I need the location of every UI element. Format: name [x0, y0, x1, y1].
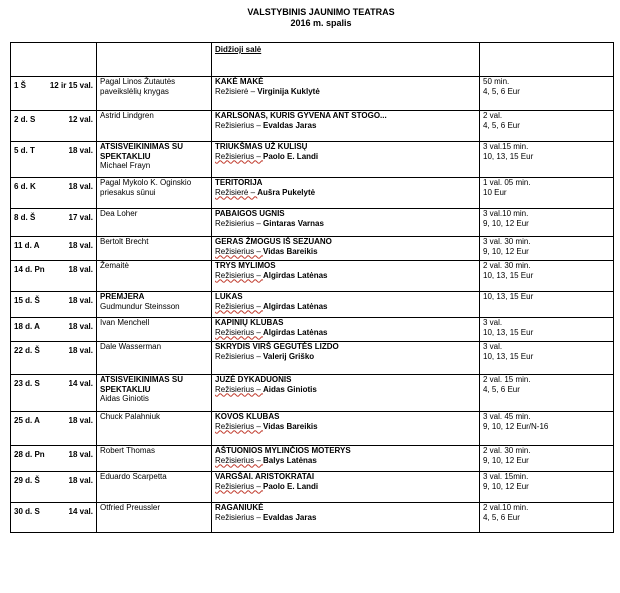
time-label: 17 val.	[68, 213, 93, 222]
director-name: Virginija Kuklytė	[257, 86, 320, 96]
play-title: SKRYDIS VIRŠ GEGUTĖS LIZDO	[215, 342, 339, 351]
time-label: 18 val.	[68, 241, 93, 250]
director-name: Aidas Giniotis	[263, 384, 317, 394]
info-line: 10, 13, 15 Eur	[483, 151, 534, 161]
author-line: Otfried Preussler	[100, 503, 161, 512]
director-label: Režisierius –	[215, 270, 264, 280]
director-line	[215, 152, 476, 162]
info-line: 2 val.	[483, 111, 503, 120]
document-title	[0, 7, 620, 29]
time-label: 14 val.	[68, 507, 93, 516]
day-label: 2 d. S	[14, 115, 36, 124]
time-label: 18 val.	[68, 296, 93, 305]
day-label: 30 d. S	[14, 507, 40, 516]
director-name: Valerij Griško	[263, 351, 315, 361]
date-cell	[11, 292, 97, 318]
info-cell	[480, 375, 614, 412]
time-label: 14 val.	[68, 379, 93, 388]
author-line: priesakus sūnui	[100, 187, 156, 197]
play-cell	[212, 375, 480, 412]
day-label: 15 d. Š	[14, 296, 40, 305]
play-cell	[212, 292, 480, 318]
day-label: 23 d. S	[14, 379, 40, 388]
info-line: 9, 10, 12 Eur	[483, 246, 529, 256]
director-label: Režisierius –	[215, 327, 264, 337]
author-line: Astrid Lindgren	[100, 111, 154, 120]
author-line: Aidas Giniotis	[100, 394, 149, 403]
director-label: Režisierius –	[215, 421, 264, 431]
schedule-table	[10, 42, 614, 533]
info-line: 3 val.15 min.	[483, 142, 529, 151]
play-cell	[212, 446, 480, 472]
author-cell	[97, 77, 212, 111]
date-cell	[11, 237, 97, 261]
author-cell	[97, 375, 212, 412]
month-label: 2016 m. spalis	[290, 18, 352, 28]
play-title: TRIUKŠMAS UŽ KULISŲ	[215, 142, 308, 151]
author-line: ATSISVEIKINIMAS SU	[100, 142, 183, 151]
play-cell	[212, 209, 480, 237]
date-cell	[11, 209, 97, 237]
info-line: 1 val. 05 min.	[483, 178, 531, 187]
author-line: Chuck Palahniuk	[100, 412, 161, 421]
info-line: 9, 10, 12 Eur	[483, 455, 529, 465]
director-line	[215, 385, 476, 395]
time-label: 18 val.	[68, 450, 93, 459]
info-line: 3 val. 45 min.	[483, 412, 531, 421]
info-line: 10 Eur	[483, 187, 507, 197]
info-line: 3 val.	[483, 318, 503, 327]
author-cell	[97, 261, 212, 292]
play-cell	[212, 342, 480, 375]
director-name: Balys Latėnas	[263, 455, 317, 465]
day-label: 8 d. Š	[14, 213, 36, 222]
info-line: 10, 13, 15 Eur	[483, 351, 534, 361]
info-line: 3 val. 30 min.	[483, 237, 531, 246]
info-line: 9, 10, 12 Eur	[483, 481, 529, 491]
info-cell	[480, 342, 614, 375]
info-line: 3 val.	[483, 342, 503, 351]
play-title: LUKAS	[215, 292, 243, 301]
table-row	[11, 446, 614, 472]
info-cell	[480, 142, 614, 178]
author-cell	[97, 503, 212, 533]
time-label: 18 val.	[68, 476, 93, 485]
info-line: 9, 10, 12 Eur/N-16	[483, 421, 549, 431]
play-cell	[212, 77, 480, 111]
table-row	[11, 503, 614, 533]
header-cell-date	[11, 43, 97, 77]
author-line: Michael Frayn	[100, 161, 151, 170]
play-cell	[212, 503, 480, 533]
director-name: Vidas Bareikis	[263, 246, 318, 256]
info-cell	[480, 209, 614, 237]
author-cell	[97, 472, 212, 503]
theatre-name: VALSTYBINIS JAUNIMO TEATRAS	[247, 7, 395, 17]
info-line: 9, 10, 12 Eur	[483, 218, 529, 228]
day-label: 18 d. A	[14, 322, 40, 331]
author-line: SPEKTAKLIU	[100, 151, 151, 161]
director-label: Režisierius –	[215, 151, 264, 161]
director-line	[215, 121, 476, 131]
time-label: 18 val.	[68, 322, 93, 331]
author-line: Eduardo Scarpetta	[100, 472, 167, 481]
author-line: Dea Loher	[100, 209, 138, 218]
day-label: 28 d. Pn	[14, 450, 45, 459]
director-label: Režisierius –	[215, 481, 264, 491]
info-cell	[480, 503, 614, 533]
time-label: 18 val.	[68, 182, 93, 191]
director-line	[215, 456, 476, 466]
table-row	[11, 412, 614, 446]
director-label: Režisierius –	[215, 351, 264, 361]
info-line: 2 val. 15 min.	[483, 375, 531, 384]
table-row	[11, 178, 614, 209]
author-line: Žemaitė	[100, 261, 129, 270]
info-cell	[480, 237, 614, 261]
author-line: paveikslėlių knygas	[100, 86, 169, 96]
info-cell	[480, 292, 614, 318]
info-line: 2 val.10 min.	[483, 503, 529, 512]
play-title: PABAIGOS UGNIS	[215, 209, 285, 218]
director-name: Evaldas Jaras	[263, 120, 317, 130]
info-cell	[480, 318, 614, 342]
day-label: 5 d. T	[14, 146, 35, 155]
info-line: 3 val.10 min.	[483, 209, 529, 218]
info-cell	[480, 77, 614, 111]
hall-title: Didžioji salė	[212, 43, 480, 77]
info-line: 4, 5, 6 Eur	[483, 86, 520, 96]
author-cell	[97, 237, 212, 261]
info-cell	[480, 178, 614, 209]
director-label: Režisierius –	[215, 301, 264, 311]
director-name: Evaldas Jaras	[263, 512, 317, 522]
play-title: KAPINIŲ KLUBAS	[215, 318, 284, 327]
header-row	[11, 43, 614, 77]
info-cell	[480, 111, 614, 142]
author-cell	[97, 318, 212, 342]
author-line: Pagal Mykolo K. Oginskio	[100, 178, 192, 187]
author-line: SPEKTAKLIU	[100, 384, 151, 394]
author-cell	[97, 111, 212, 142]
date-cell	[11, 142, 97, 178]
day-label: 25 d. A	[14, 416, 40, 425]
director-name: Vidas Bareikis	[263, 421, 318, 431]
table-row	[11, 261, 614, 292]
play-title: AŠTUONIOS MYLINČIOS MOTERYS	[215, 446, 351, 455]
day-label: 11 d. A	[14, 241, 40, 250]
director-label: Režisierius –	[215, 218, 264, 228]
play-title: KAKĖ MAKĖ	[215, 77, 264, 86]
time-label: 12 ir 15 val.	[49, 81, 93, 90]
date-cell	[11, 472, 97, 503]
director-name: Gintaras Varnas	[263, 218, 324, 228]
day-label: 22 d. Š	[14, 346, 40, 355]
info-line: 50 min.	[483, 77, 510, 86]
info-cell	[480, 412, 614, 446]
director-line	[215, 87, 476, 97]
time-label: 18 val.	[68, 346, 93, 355]
day-label: 14 d. Pn	[14, 265, 45, 274]
info-line: 10, 13, 15 Eur	[483, 327, 534, 337]
play-cell	[212, 178, 480, 209]
director-label: Režisierė –	[215, 187, 258, 197]
author-line: Robert Thomas	[100, 446, 155, 455]
director-name: Algirdas Latėnas	[263, 270, 328, 280]
director-line	[215, 271, 476, 281]
play-title: VARGŠAI. ARISTOKRATAI	[215, 472, 315, 481]
director-name: Aušra Pukelytė	[257, 187, 316, 197]
author-line: Bertolt Brecht	[100, 237, 149, 246]
director-line	[215, 328, 476, 338]
author-line: PREMJERA	[100, 292, 145, 301]
date-cell	[11, 412, 97, 446]
director-name: Paolo E. Landi	[263, 481, 319, 491]
director-name: Paolo E. Landi	[263, 151, 319, 161]
author-cell	[97, 412, 212, 446]
director-line	[215, 188, 476, 198]
director-label: Režisierė –	[215, 86, 258, 96]
play-cell	[212, 412, 480, 446]
date-cell	[11, 111, 97, 142]
director-label: Režisierius –	[215, 120, 264, 130]
play-cell	[212, 472, 480, 503]
info-line: 4, 5, 6 Eur	[483, 120, 520, 130]
date-cell	[11, 503, 97, 533]
info-cell	[480, 472, 614, 503]
table-row	[11, 472, 614, 503]
author-cell	[97, 292, 212, 318]
director-line	[215, 482, 476, 492]
info-cell	[480, 261, 614, 292]
date-cell	[11, 178, 97, 209]
director-line	[215, 352, 476, 362]
author-line: ATSISVEIKINIMAS SU	[100, 375, 183, 384]
author-line: Dale Wasserman	[100, 342, 162, 351]
date-cell	[11, 77, 97, 111]
date-cell	[11, 261, 97, 292]
table-row	[11, 237, 614, 261]
play-cell	[212, 237, 480, 261]
director-line	[215, 422, 476, 432]
director-label: Režisierius –	[215, 455, 264, 465]
author-cell	[97, 178, 212, 209]
table-row	[11, 342, 614, 375]
header-cell-author	[97, 43, 212, 77]
director-label: Režisierius –	[215, 512, 264, 522]
table-row	[11, 318, 614, 342]
play-title: KARLSONAS, KURIS GYVENA ANT STOGO...	[215, 111, 387, 120]
director-label: Režisierius –	[215, 384, 264, 394]
play-cell	[212, 111, 480, 142]
info-cell	[480, 446, 614, 472]
director-line	[215, 247, 476, 257]
author-cell	[97, 142, 212, 178]
table-row	[11, 111, 614, 142]
play-title: GERAS ŽMOGUS IŠ SEZUANO	[215, 237, 332, 246]
day-label: 6 d. K	[14, 182, 36, 191]
play-cell	[212, 142, 480, 178]
author-cell	[97, 342, 212, 375]
author-line: Gudmundur Steinsson	[100, 301, 180, 311]
info-line: 10, 13, 15 Eur	[483, 292, 534, 301]
time-label: 12 val.	[68, 115, 93, 124]
director-line	[215, 513, 476, 523]
info-line: 3 val. 15min.	[483, 472, 529, 481]
header-cell-info	[480, 43, 614, 77]
time-label: 18 val.	[68, 265, 93, 274]
info-line: 2 val. 30 min.	[483, 261, 531, 270]
play-title: KOVOS KLUBAS	[215, 412, 280, 421]
director-name: Algirdas Latėnas	[263, 327, 328, 337]
date-cell	[11, 446, 97, 472]
director-name: Algirdas Latėnas	[263, 301, 328, 311]
director-line	[215, 219, 476, 229]
info-line: 4, 5, 6 Eur	[483, 384, 520, 394]
table-row	[11, 209, 614, 237]
info-line: 10, 13, 15 Eur	[483, 270, 534, 280]
author-cell	[97, 446, 212, 472]
day-label: 29 d. Š	[14, 476, 40, 485]
play-title: RAGANIUKĖ	[215, 503, 264, 512]
day-label: 1 Š	[14, 81, 27, 90]
author-cell	[97, 209, 212, 237]
play-cell	[212, 318, 480, 342]
time-label: 18 val.	[68, 416, 93, 425]
play-cell	[212, 261, 480, 292]
author-line: Ivan Menchell	[100, 318, 150, 327]
table-row	[11, 77, 614, 111]
info-line: 4, 5, 6 Eur	[483, 512, 520, 522]
date-cell	[11, 375, 97, 412]
director-line	[215, 302, 476, 312]
info-line: 2 val. 30 min.	[483, 446, 531, 455]
director-label: Režisierius –	[215, 246, 264, 256]
table-row	[11, 142, 614, 178]
table-row	[11, 375, 614, 412]
author-line: Pagal Linos Žutautės	[100, 77, 176, 86]
play-title: TRYS MYLIMOS	[215, 261, 276, 270]
table-row	[11, 292, 614, 318]
play-title: JUZĖ DYKADUONIS	[215, 375, 292, 384]
date-cell	[11, 342, 97, 375]
play-title: TERITORIJA	[215, 178, 263, 187]
time-label: 18 val.	[68, 146, 93, 155]
date-cell	[11, 318, 97, 342]
